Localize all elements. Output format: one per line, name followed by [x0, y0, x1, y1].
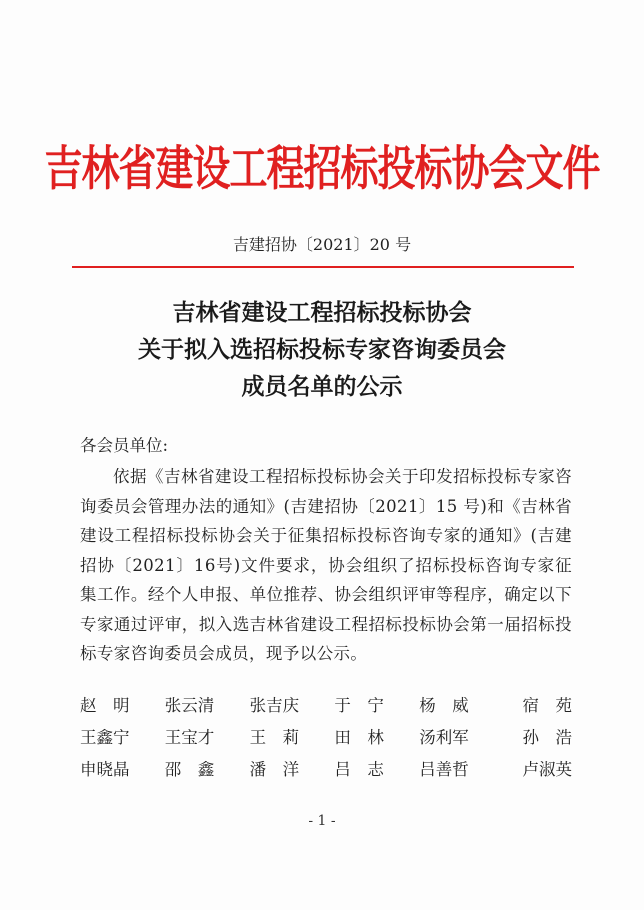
- title-line-1: 吉林省建设工程招标投标协会: [172, 300, 472, 326]
- name-row: [80, 756, 572, 788]
- document-number: 吉建招协〔2021〕20 号: [232, 235, 412, 254]
- name-entry: 卢淑英: [522, 760, 572, 779]
- name-entry: 吕善哲: [419, 760, 469, 779]
- name-entry: 潘 洋: [249, 760, 300, 779]
- name-entry: 王 莉: [249, 728, 300, 747]
- body-paragraph: 依据《吉林省建设工程招标投标协会关于印发招标投标专家咨询委员会管理办法的通知》(吉建招协〔2021〕15 号)和《吉林省建设工程招标投标协会关于征集招标投标咨询专家的通知》(吉建招协〔2021〕16号)文件要求，协会组织了招标投标咨询专家征集工作。经个人申报、单位推荐、协会组织评审等程序，确定以下专家通过评审，拟入选吉林省建设工程招标投标协会第一届招标投标专家咨询委员会成员，现予以公示。: [80, 467, 572, 663]
- document-title: [0, 295, 644, 406]
- title-line-2: 关于拟入选招标投标专家咨询委员会: [138, 337, 506, 363]
- salutation: 各会员单位:: [80, 436, 169, 455]
- name-row: [80, 692, 572, 724]
- name-entry: 吕 志: [334, 760, 384, 779]
- page-number: - 1 -: [308, 813, 336, 829]
- name-entry: 王鑫宁: [80, 728, 130, 747]
- name-entry: 杨 威: [419, 696, 469, 715]
- name-entry: 赵 明: [80, 696, 130, 715]
- name-entry: 宿 苑: [522, 696, 572, 715]
- red-header-title: 吉林省建设工程招标投标协会文件: [44, 141, 600, 197]
- name-entry: 孙 浩: [522, 728, 572, 747]
- name-entry: 邵 鑫: [164, 760, 215, 779]
- name-entry: 于 宁: [334, 696, 384, 715]
- name-entry: 张吉庆: [249, 696, 300, 715]
- name-row: [80, 724, 572, 756]
- name-entry: 汤利军: [419, 728, 469, 747]
- name-entry: 申晓晶: [80, 760, 130, 779]
- name-list: [80, 692, 572, 788]
- title-line-3: 成员名单的公示: [241, 374, 403, 400]
- name-entry: 田 林: [334, 728, 384, 747]
- name-entry: 王宝才: [164, 728, 215, 747]
- red-divider-line: [72, 266, 574, 268]
- name-entry: 张云清: [164, 696, 215, 715]
